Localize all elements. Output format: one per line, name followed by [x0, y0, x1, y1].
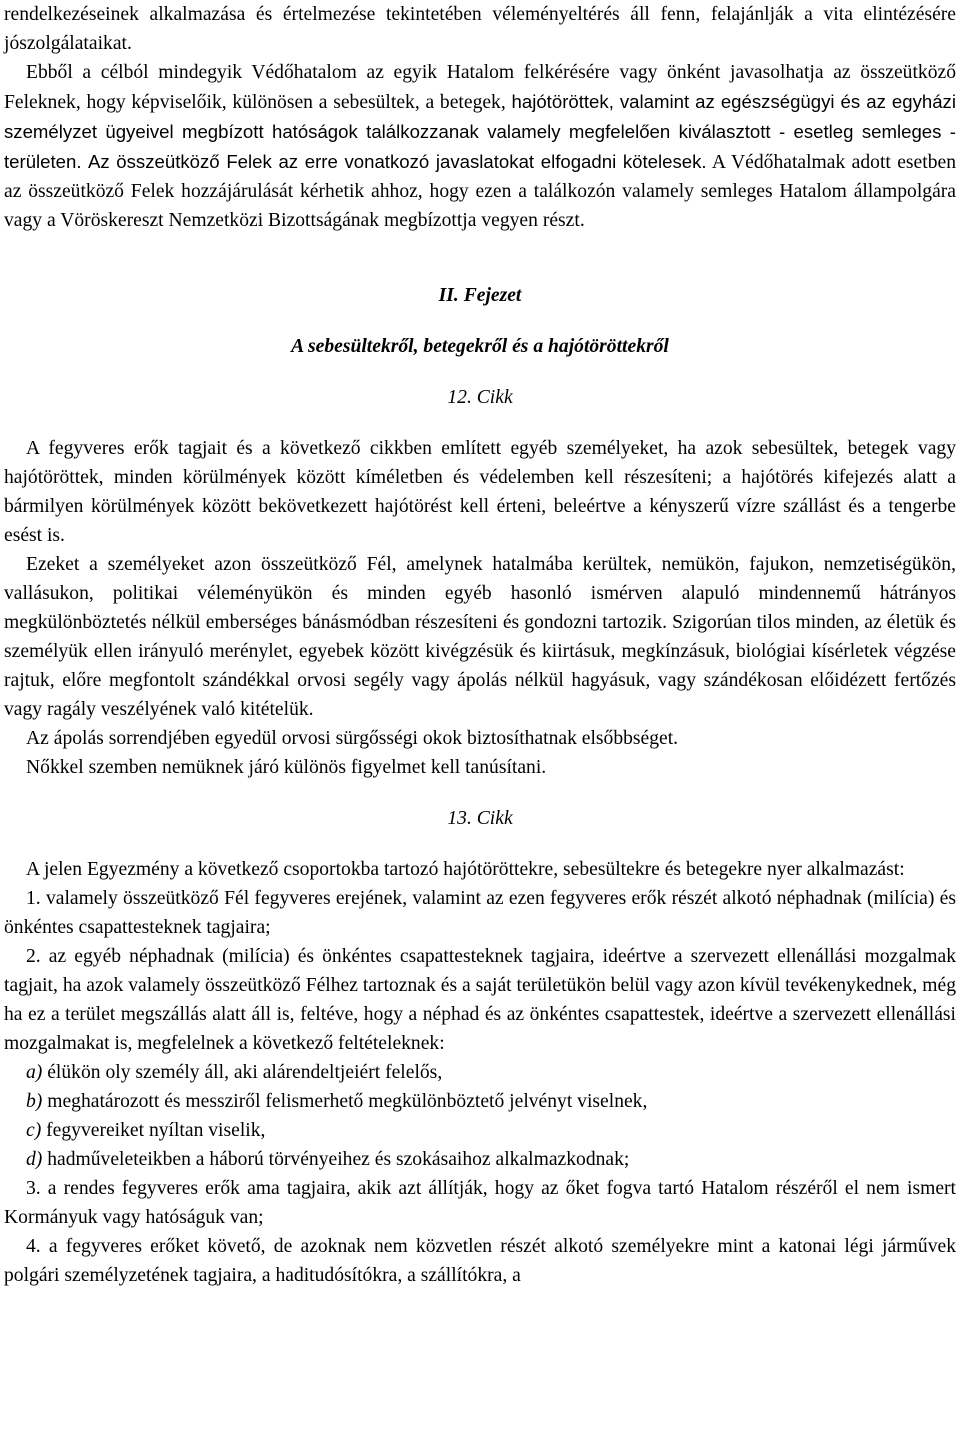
- article-13-item-4: 4. a fegyveres erőket követő, de azoknak nem közvetlen részét alkotó személyekre mint a katonai légi járművek polgári személyzetének tagjaira, a haditudósítókra, a szállítókra, a: [4, 1236, 956, 1286]
- article-13-sub-item-d: [4, 1145, 956, 1174]
- article-13-sub-item-b: [4, 1087, 956, 1116]
- article-12-heading: 12. Cikk: [447, 387, 513, 408]
- article-13-sub-item-c: [4, 1116, 956, 1145]
- article-12-paragraph-4: Nőkkel szemben nemüknek járó különös figyelmet kell tanúsítani.: [26, 757, 547, 778]
- article-13-item-1: 1. valamely összeütköző Fél fegyveres erejének, valamint az ezen fegyveres erők részét alkotó néphadnak (milícia) és önkéntes csapattesteknek tagjaira;: [4, 888, 956, 938]
- opening-paragraph-2-start: Ebből a célból mindegyik Védőhatalom az egyik Hatalom felkérésére vagy önként javasolhatja az összeütköző Feleknek, hogy képviselőik, különösen a sebesültek, a betegek,: [4, 62, 956, 113]
- sub-item-letter: a): [26, 1062, 43, 1083]
- sub-item-text: hadműveleteikben a háború törvényeihez és szokásaihoz alkalmazkodnak;: [42, 1149, 630, 1170]
- sub-item-letter: b): [26, 1091, 43, 1112]
- opening-paragraph-2-end: A Védőhatalmak adott esetben az összeütköző Felek hozzájárulását kérhetik ahhoz, hogy ezen a találkozón valamely semleges Hatalom állampolgára vagy a Vöröskereszt Nemzetközi Bizottságának megbízottja vegyen részt.: [4, 152, 956, 231]
- opening-paragraph-2-tail: Az összeütköző Felek az erre vonatkozó javaslatokat elfogadni kötelesek.: [87, 151, 707, 172]
- sub-item-text: meghatározott és messziről felismerhető megkülönböztető jelvényt viselnek,: [42, 1091, 648, 1112]
- sub-item-letter: d): [26, 1149, 43, 1170]
- document-page: [4, 0, 956, 1290]
- chapter-title: A sebesültekről, betegekről és a hajótöröttekről: [291, 336, 669, 357]
- article-12-paragraph-3: Az ápolás sorrendjében egyedül orvosi sürgősségi okok biztosíthatnak elsőbbséget.: [26, 728, 679, 749]
- opening-paragraph-2: [4, 58, 956, 235]
- chapter-number: II. Fejezet: [438, 285, 522, 306]
- spacer: [4, 412, 956, 434]
- opening-paragraph-1: rendelkezéseinek alkalmazása és értelmezése tekintetében véleményeltérés áll fenn, felajánlják a vita elintézésére jószolgálataikat.: [4, 4, 956, 54]
- spacer: [4, 310, 956, 332]
- spacer: [4, 833, 956, 855]
- spacer: [4, 361, 956, 383]
- spacer: [4, 235, 956, 281]
- article-13-sub-item-a: [4, 1058, 956, 1087]
- sub-item-text: fegyvereiket nyíltan viselik,: [41, 1120, 266, 1141]
- article-13-item-3: 3. a rendes fegyveres erők ama tagjaira, akik azt állítják, hogy az őket fogva tartó Hatalom részéről el nem ismert Kormányuk vagy hatóságuk van;: [4, 1178, 956, 1228]
- opening-paragraph-2-sans: hajótöröttek, valamint az egészségügyi és az egyházi személyzet ügyeivel megbízott hatóságok találkozzanak valamely megfelelően kiválasztott - esetleg semleges - területen.: [4, 91, 956, 172]
- article-13-item-2: 2. az egyéb néphadnak (milícia) és önkéntes csapattesteknek tagjaira, ideértve a szervezett ellenállási mozgalmak tagjait, ha azok valamely összeütköző Félhez tartoznak és a saját területükön belül vagy azon kívül tevékenykednek, még ha ez a terület megszállás alatt áll is, feltéve, hogy a néphad és az önkéntes csapattestek, ideértve a szervezett ellenállási mozgalmakat is, megfelelnek a következő feltételeknek:: [4, 946, 956, 1054]
- article-12-paragraph-2: Ezeket a személyeket azon összeütköző Fél, amelynek hatalmába kerültek, nemükön, fajukon, nemzetiségükön, vallásukon, politikai véleményükön és minden egyéb hasonló ismérven alapuló mindennemű hátrányos megkülönböztetés nélkül emberséges bánásmódban részesíteni és gondozni tartozik. Szigorúan tilos minden, az életük és személyük ellen irányuló merénylet, egyebek között kivégzésük és kiirtásuk, megkínzásuk, biológiai kísérletek végzése rajtuk, előre megfontolt szándékkal orvosi segély vagy ápolás nélkül hagyásuk, vagy szándékosan előidézett fertőzés vagy ragály veszélyének való kitételük.: [4, 554, 956, 720]
- article-13-heading: 13. Cikk: [447, 808, 513, 829]
- article-13-intro: A jelen Egyezmény a következő csoportokba tartozó hajótöröttekre, sebesültekre és betegekre nyer alkalmazást:: [26, 859, 905, 880]
- sub-item-text: élükön oly személy áll, aki alárendeltjeiért felelős,: [42, 1062, 443, 1083]
- spacer: [4, 782, 956, 804]
- article-12-paragraph-1: A fegyveres erők tagjait és a következő cikkben említett egyéb személyeket, ha azok sebesültek, betegek vagy hajótöröttek, minden körülmények között kíméletben és védelemben kell részesíteni; a hajótörés kifejezés alatt a bármilyen körülmények között bekövetkezett hajótörést kell érteni, beleértve a kényszerű vízre szállást és a tengerbe esést is.: [4, 438, 956, 546]
- sub-item-letter: c): [26, 1120, 42, 1141]
